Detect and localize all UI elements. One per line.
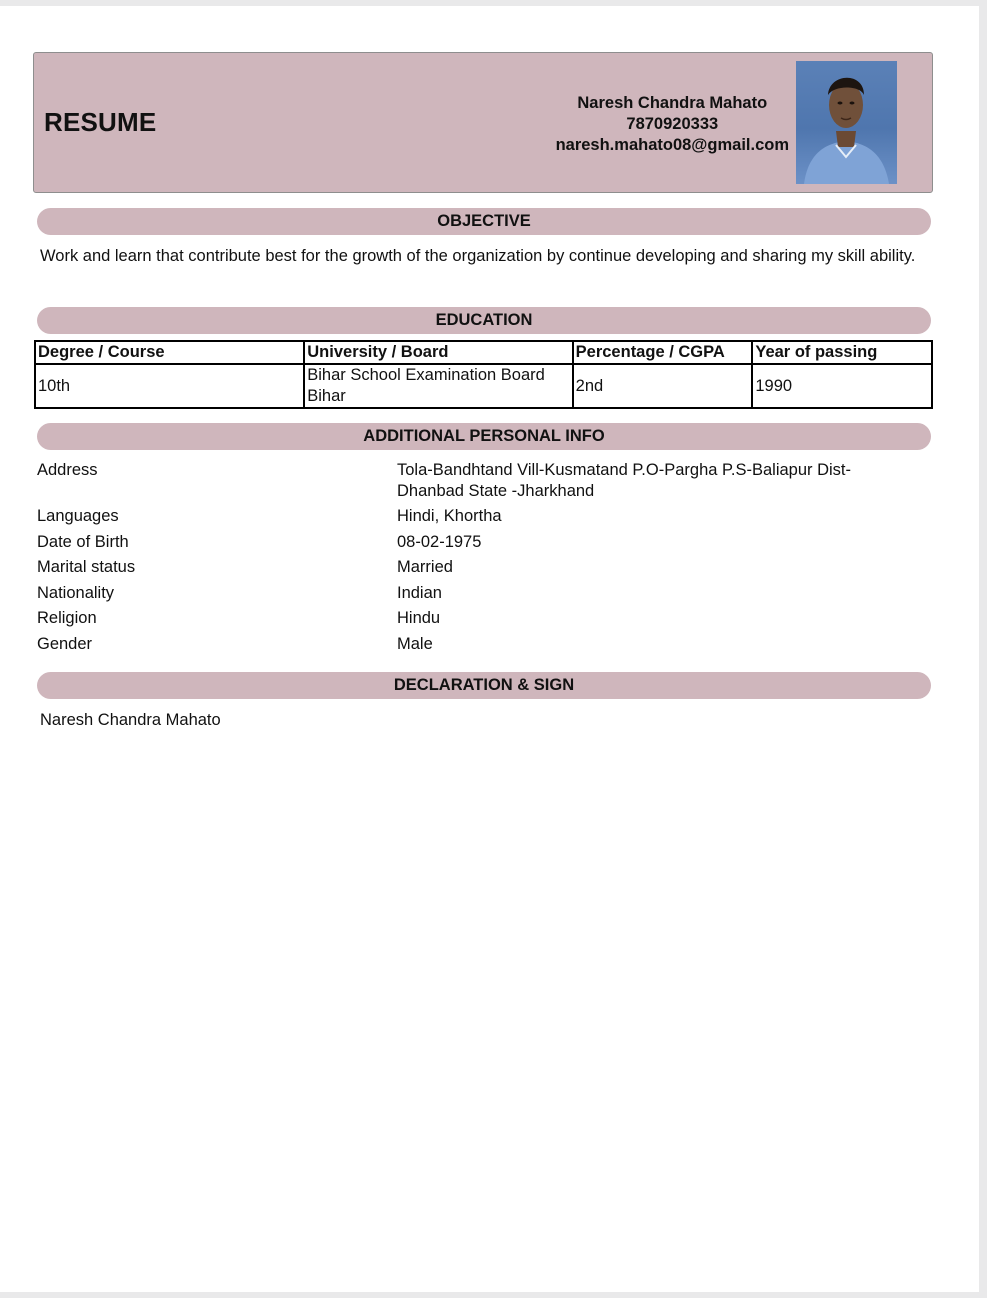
column-university: University / Board	[304, 341, 572, 364]
info-value: Indian	[397, 584, 442, 602]
education-table	[34, 340, 933, 409]
education-header-row	[35, 341, 932, 364]
info-value: Tola-Bandhtand Vill-Kusmatand P.O-Pargha P.S-Baliapur Dist-Dhanbad State -Jharkhand	[397, 461, 851, 500]
cell-percentage: 2nd	[573, 364, 753, 408]
declaration-heading: DECLARATION & SIGN	[37, 672, 931, 699]
info-value: Hindi, Khortha	[397, 507, 502, 525]
info-value: Married	[397, 558, 453, 576]
cell-university: Bihar School Examination Board Bihar	[304, 364, 572, 408]
candidate-name: Naresh Chandra Mahato	[577, 94, 768, 112]
info-label: Nationality	[37, 584, 115, 602]
personal-info-heading: ADDITIONAL PERSONAL INFO	[37, 423, 931, 450]
info-value: Hindu	[397, 609, 441, 627]
signature-name: Naresh Chandra Mahato	[40, 711, 221, 729]
info-value: 08-02-1975	[397, 533, 482, 551]
info-value: Male	[397, 635, 433, 653]
education-heading: EDUCATION	[37, 307, 931, 334]
column-degree: Degree / Course	[35, 341, 304, 364]
info-label: Address	[37, 461, 98, 479]
resume-header	[33, 52, 933, 193]
candidate-email: naresh.mahato08@gmail.com	[555, 136, 789, 154]
info-label: Date of Birth	[37, 533, 129, 551]
cell-year: 1990	[752, 364, 932, 408]
info-label: Languages	[37, 507, 119, 525]
info-label: Religion	[37, 609, 97, 627]
resume-page	[0, 6, 979, 1292]
cell-degree: 10th	[35, 364, 304, 408]
contact-block	[556, 93, 789, 156]
column-percentage: Percentage / CGPA	[573, 341, 753, 364]
info-label: Gender	[37, 635, 93, 653]
candidate-phone: 7870920333	[626, 115, 719, 133]
info-label: Marital status	[37, 558, 136, 576]
objective-heading: OBJECTIVE	[37, 208, 931, 235]
table-row	[35, 364, 932, 408]
resume-title: RESUME	[44, 107, 157, 137]
objective-text: Work and learn that contribute best for the growth of the organization by continue developing and sharing my skill ability.	[40, 247, 916, 265]
column-year: Year of passing	[752, 341, 932, 364]
profile-photo	[796, 61, 897, 184]
